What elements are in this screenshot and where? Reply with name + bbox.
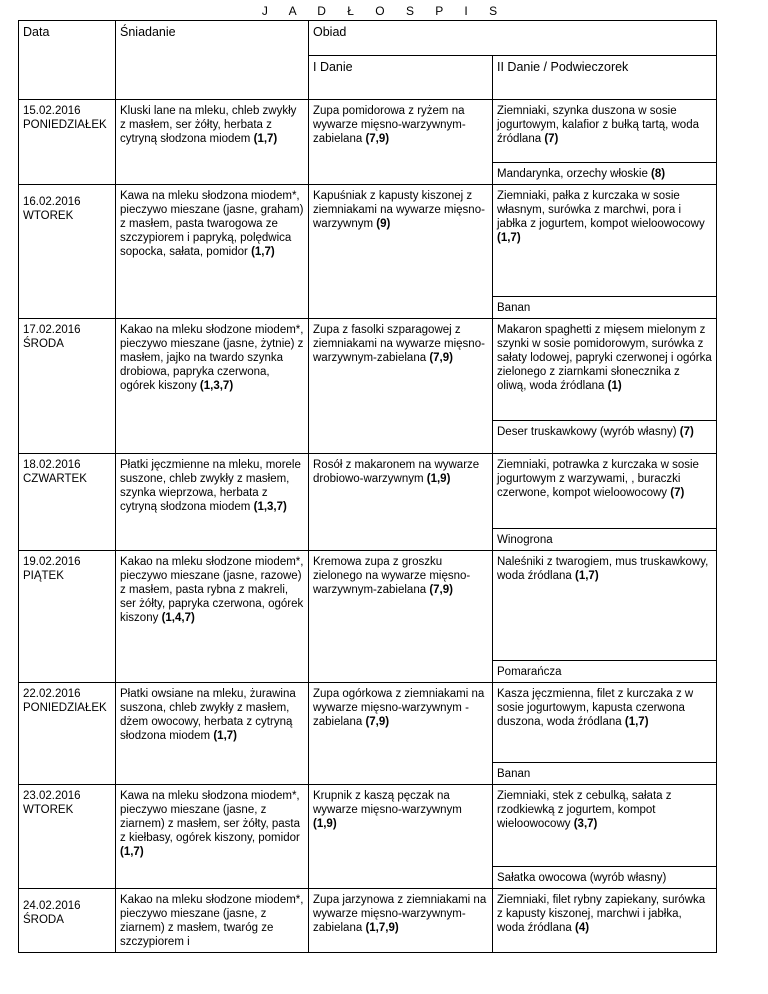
first-course-text: Rosół z makaronem na wywarze drobiowo-warzywnym	[313, 459, 480, 485]
day-date: 19.02.2016	[23, 556, 81, 568]
header-date: Data	[19, 21, 116, 100]
day-weekday: PONIEDZIAŁEK	[23, 702, 107, 714]
day-date: 18.02.2016	[23, 459, 81, 471]
day-date: 15.02.2016	[23, 105, 81, 117]
day-date: 16.02.2016	[23, 196, 81, 208]
header-breakfast: Śniadanie	[116, 21, 309, 100]
breakfast-allergens: (1,4,7)	[161, 612, 195, 624]
header-second-course: II Danie / Podwieczorek	[493, 56, 717, 100]
menu-day-row	[19, 889, 717, 953]
first-course-text: Krupnik z kaszą pęczak na wywarze mięsno-warzywnym	[313, 790, 462, 816]
second-course-cell	[493, 454, 717, 529]
breakfast-text: Kakao na mleku słodzone miodem*, pieczywo mieszane (jasne, razowe) z masłem, pasta rybna z makreli, ser żółty, papryka czerwona, ogórek kiszony	[120, 556, 304, 624]
dessert-text: Winogrona	[497, 534, 553, 546]
first-course-text: Zupa jarzynowa z ziemniakami na wywarze mięsno-warzywnym-zabielana	[313, 894, 487, 934]
day-weekday: WTOREK	[23, 804, 74, 816]
day-date-cell	[19, 551, 116, 683]
second-course-text: Ziemniaki, szynka duszona w sosie jogurtowym, kalafior z bułką tartą, woda źródlana	[497, 105, 699, 145]
first-course-allergens: (1,7,9)	[365, 922, 399, 934]
dessert-cell	[493, 421, 717, 454]
second-course-allergens: (1,7)	[624, 716, 649, 728]
second-course-cell	[493, 100, 717, 163]
dessert-text: Banan	[497, 302, 531, 314]
dessert-text: Sałatka owocowa (wyrób własny)	[497, 872, 667, 884]
header-dinner: Obiad	[309, 21, 717, 56]
second-course-text: Naleśniki z twarogiem, mus truskawkowy, woda źródlana	[497, 556, 709, 582]
dessert-allergens: (8)	[651, 168, 666, 180]
day-date-cell	[19, 683, 116, 785]
menu-day-row	[19, 551, 717, 661]
breakfast-text: Kakao na mleku słodzone miodem*, pieczywo mieszane (jasne, żytnie) z masłem, jajko na twardo szynka drobiowa, papryka czerwona, ogórek kiszony	[120, 324, 304, 392]
first-course-text: Zupa pomidorowa z ryżem na wywarze mięsno-warzywnym-zabielana	[313, 105, 466, 145]
second-course-allergens: (4)	[575, 922, 590, 934]
day-weekday: PONIEDZIAŁEK	[23, 119, 107, 131]
menu-body	[19, 100, 717, 953]
dessert-cell	[493, 867, 717, 889]
breakfast-allergens: (1,7)	[253, 133, 278, 145]
day-weekday: ŚRODA	[23, 914, 64, 926]
day-date-cell	[19, 319, 116, 454]
first-course-cell	[309, 785, 493, 889]
first-course-allergens: (9)	[376, 218, 391, 230]
day-date: 23.02.2016	[23, 790, 81, 802]
breakfast-text: Kluski lane na mleku, chleb zwykły z masłem, ser żółty, herbata z cytryną słodzona miodem	[120, 105, 297, 145]
second-course-allergens: (1)	[607, 380, 622, 392]
breakfast-cell	[116, 785, 309, 889]
first-course-allergens: (7,9)	[365, 716, 390, 728]
breakfast-cell	[116, 551, 309, 683]
day-date-cell	[19, 185, 116, 319]
breakfast-cell	[116, 683, 309, 785]
second-course-text: Ziemniaki, filet rybny zapiekany, surówka z kapusty kiszonej, marchwi i jabłka, woda źródlana	[497, 894, 706, 934]
first-course-allergens: (1,9)	[313, 818, 337, 830]
dessert-cell	[493, 163, 717, 185]
first-course-cell	[309, 551, 493, 683]
day-date-cell	[19, 454, 116, 551]
day-weekday: CZWARTEK	[23, 473, 87, 485]
dessert-cell	[493, 661, 717, 683]
second-course-cell	[493, 683, 717, 763]
second-course-cell	[493, 319, 717, 421]
breakfast-cell	[116, 454, 309, 551]
second-course-text: Makaron spaghetti z mięsem mielonym z szynki w sosie pomidorowym, surówka z sałaty lodowej, papryki czerwonej i ogórka zielonego z ziarnkami słonecznika z oliwą, woda źródlana	[497, 324, 712, 392]
first-course-cell	[309, 185, 493, 319]
dessert-cell	[493, 297, 717, 319]
second-course-cell	[493, 551, 717, 661]
second-course-cell	[493, 185, 717, 297]
breakfast-cell	[116, 185, 309, 319]
first-course-allergens: (7,9)	[365, 133, 390, 145]
menu-day-row	[19, 185, 717, 297]
breakfast-allergens: (1,7)	[251, 246, 275, 258]
day-weekday: WTOREK	[23, 210, 74, 222]
menu-day-row	[19, 454, 717, 529]
document-title: J A D Ł O S P I S	[261, 4, 507, 18]
first-course-allergens: (7,9)	[429, 584, 453, 596]
day-date-cell	[19, 100, 116, 185]
first-course-allergens: (1,9)	[426, 473, 451, 485]
day-weekday: PIĄTEK	[23, 570, 64, 582]
menu-day-row	[19, 785, 717, 867]
menu-day-row	[19, 319, 717, 421]
breakfast-cell	[116, 889, 309, 953]
breakfast-cell	[116, 100, 309, 185]
menu-day-row	[19, 683, 717, 763]
breakfast-text: Kawa na mleku słodzona miodem*, pieczywo mieszane (jasne, graham) z masłem, pasta twarogowa ze szczypiorem i papryką, polędwica sopocka, sałata, pomidor	[120, 190, 304, 258]
first-course-text: Kapuśniak z kapusty kiszonej z ziemniakami na wywarze mięsno-warzywnym	[313, 190, 485, 230]
first-course-allergens: (7,9)	[429, 352, 453, 364]
menu-day-row	[19, 100, 717, 163]
second-course-cell	[493, 785, 717, 867]
breakfast-text: Płatki jęczmienne na mleku, morele suszone, chleb zwykły z masłem, szynka wieprzowa, herbata z cytryną słodzona miodem	[120, 459, 301, 513]
breakfast-cell	[116, 319, 309, 454]
dessert-text: Deser truskawkowy (wyrób własny)	[497, 426, 677, 438]
dessert-cell	[493, 529, 717, 551]
dessert-cell	[493, 763, 717, 785]
breakfast-allergens: (1,3,7)	[199, 380, 234, 392]
second-course-allergens: (7)	[670, 487, 685, 499]
day-date: 24.02.2016	[23, 900, 81, 912]
second-course-allergens: (7)	[544, 133, 559, 145]
second-course-allergens: (1,7)	[575, 570, 599, 582]
first-course-cell	[309, 889, 493, 953]
dessert-text: Pomarańcza	[497, 666, 562, 678]
second-course-allergens: (3,7)	[573, 818, 598, 830]
breakfast-allergens: (1,7)	[213, 730, 237, 742]
day-date-cell	[19, 785, 116, 889]
first-course-cell	[309, 100, 493, 185]
day-date: 22.02.2016	[23, 688, 81, 700]
first-course-cell	[309, 319, 493, 454]
breakfast-text: Kakao na mleku słodzone miodem*, pieczywo mieszane (jasne, z ziarnem) z masłem, twaróg ze szczypiorem i	[120, 894, 304, 948]
breakfast-text: Płatki owsiane na mleku, żurawina suszona, chleb zwykły z masłem, dżem owocowy, herbata z cytryną słodzona miodem	[120, 688, 296, 742]
second-course-allergens: (1,7)	[497, 232, 521, 244]
breakfast-text: Kawa na mleku słodzona miodem*, pieczywo mieszane (jasne, z ziarnem) z masłem, ser żółty, pasta z kiełbasy, ogórek kiszony, pomidor	[120, 790, 301, 844]
first-course-cell	[309, 454, 493, 551]
day-date: 17.02.2016	[23, 324, 81, 336]
first-course-text: Kremowa zupa z groszku zielonego na wywarze mięsno-warzywnym-zabielana	[313, 556, 471, 596]
menu-table	[18, 20, 717, 953]
first-course-text: Zupa ogórkowa z ziemniakami na wywarze mięsno-warzywnym - zabielana	[313, 688, 485, 728]
first-course-text: Zupa z fasolki szparagowej z ziemniakami na wywarze mięsno-warzywnym-zabielana	[313, 324, 485, 364]
second-course-text: Ziemniaki, stek z cebulką, sałata z rzodkiewką z jogurtem, kompot wieloowocowy	[497, 790, 672, 830]
day-date-cell	[19, 889, 116, 953]
second-course-cell	[493, 889, 717, 953]
header-first-course: I Danie	[309, 56, 493, 100]
second-course-text: Ziemniaki, pałka z kurczaka w sosie własnym, surówka z marchwi, pora i jabłka z jogurtem, kompot wieloowocowy	[497, 190, 705, 230]
breakfast-allergens: (1,3,7)	[253, 501, 287, 513]
dessert-allergens: (7)	[679, 426, 694, 438]
day-weekday: ŚRODA	[23, 338, 64, 350]
second-course-text: Kasza jęczmienna, filet z kurczaka z w sosie jogurtowym, kapusta czerwona duszona, woda źródlana	[497, 688, 694, 728]
breakfast-allergens: (1,7)	[120, 846, 144, 858]
first-course-cell	[309, 683, 493, 785]
second-course-text: Ziemniaki, potrawka z kurczaka w sosie jogurtowym z warzywami, , buraczki czerwone, kompot wieloowocowy	[497, 459, 699, 499]
dessert-text: Mandarynka, orzechy włoskie	[497, 168, 648, 180]
dessert-text: Banan	[497, 768, 531, 780]
